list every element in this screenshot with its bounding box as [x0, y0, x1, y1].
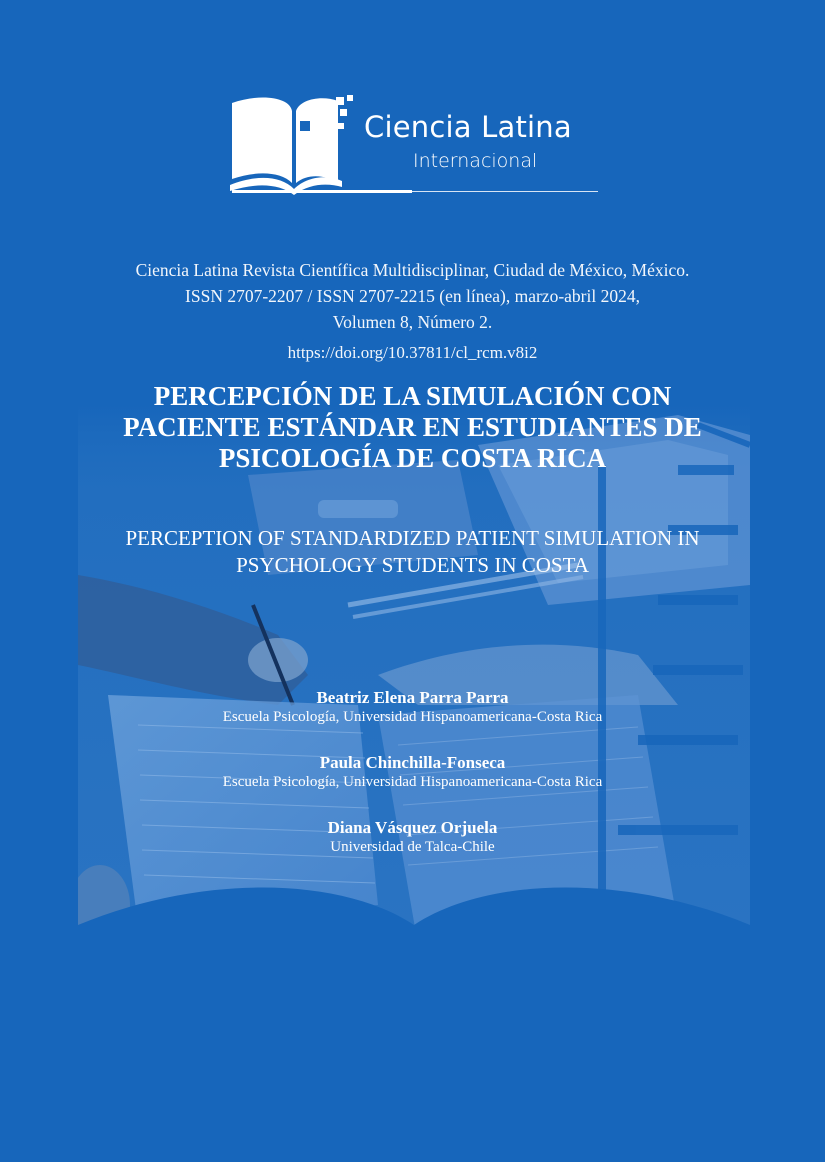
author-block [60, 818, 765, 856]
title-en-line-2: PSYCHOLOGY STUDENTS IN COSTA [236, 553, 589, 577]
author-block [60, 688, 765, 726]
title-es-line-1: PERCEPCIÓN DE LA SIMULACIÓN CON [153, 381, 672, 411]
background-photo [78, 405, 750, 965]
title-es-line-3: PSICOLOGÍA DE COSTA RICA [218, 443, 607, 473]
article-title-en [60, 525, 765, 579]
title-en-line-1: PERCEPTION OF STANDARDIZED PATIENT SIMULATION IN [125, 526, 700, 550]
author-block [60, 753, 765, 791]
author-affiliation: Universidad de Talca-Chile [330, 839, 495, 855]
journal-info [60, 257, 765, 335]
author-affiliation: Escuela Psicología, Universidad Hispanoamericana-Costa Rica [222, 709, 603, 725]
author-name: Beatriz Elena Parra Parra [316, 688, 509, 707]
logo-divider [232, 190, 598, 193]
article-title-es [60, 381, 765, 474]
logo-name: Ciencia Latina [364, 110, 572, 144]
journal-line-3: Volumen 8, Número 2. [332, 312, 493, 332]
doi-link[interactable]: https://doi.org/10.37811/cl_rcm.v8i2 [287, 343, 538, 362]
logo-subtitle: Internacional [413, 150, 538, 172]
author-affiliation: Escuela Psicología, Universidad Hispanoamericana-Costa Rica [222, 774, 603, 790]
author-name: Paula Chinchilla-Fonseca [319, 753, 506, 772]
title-es-line-2: PACIENTE ESTÁNDAR EN ESTUDIANTES DE [123, 412, 702, 442]
journal-line-2: ISSN 2707-2207 / ISSN 2707-2215 (en línea), marzo-abril 2024, [185, 286, 640, 306]
journal-line-1: Ciencia Latina Revista Científica Multidisciplinar, Ciudad de México, México. [135, 260, 690, 280]
author-name: Diana Vásquez Orjuela [327, 818, 498, 837]
